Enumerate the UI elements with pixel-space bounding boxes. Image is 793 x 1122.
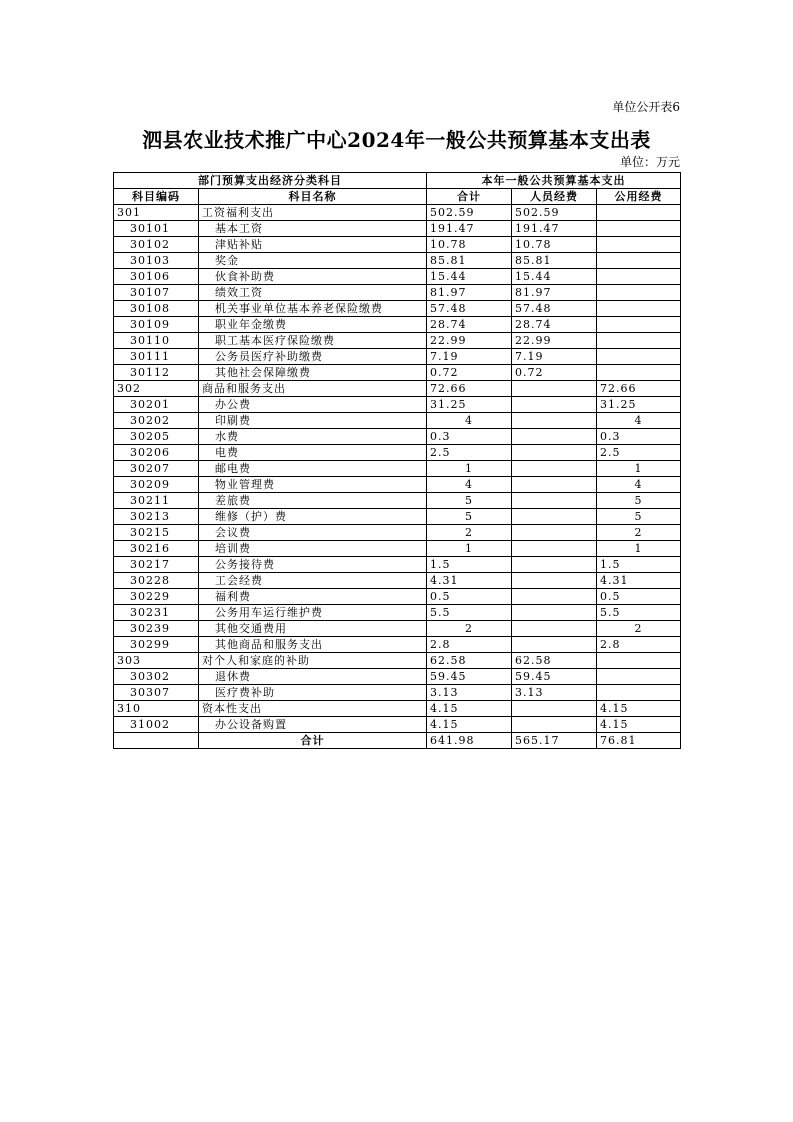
row-code: 30228	[114, 573, 199, 589]
row-code: 30103	[114, 253, 199, 269]
row-total: 1	[427, 461, 512, 477]
row-total: 85.81	[427, 253, 512, 269]
row-code: 30213	[114, 509, 199, 525]
table-row	[114, 509, 681, 525]
row-name: 其他交通费用	[199, 621, 427, 637]
row-personnel	[512, 589, 597, 605]
row-total: 4	[427, 413, 512, 429]
row-name: 机关事业单位基本养老保险缴费	[199, 301, 427, 317]
row-public: 2.8	[597, 637, 681, 653]
row-personnel	[512, 557, 597, 573]
row-code: 30215	[114, 525, 199, 541]
header-personnel: 人员经费	[512, 189, 597, 205]
table-row	[114, 461, 681, 477]
row-code: 30108	[114, 301, 199, 317]
row-code: 30209	[114, 477, 199, 493]
row-code: 30231	[114, 605, 199, 621]
row-code: 30229	[114, 589, 199, 605]
table-row	[114, 477, 681, 493]
row-code: 302	[114, 381, 199, 397]
row-public	[597, 301, 681, 317]
row-total: 1	[427, 541, 512, 557]
row-public: 1	[597, 461, 681, 477]
row-name: 资本性支出	[199, 701, 427, 717]
row-total: 5	[427, 509, 512, 525]
row-public	[597, 333, 681, 349]
row-name: 差旅费	[199, 493, 427, 509]
total-label: 合计	[199, 733, 427, 749]
row-personnel: 3.13	[512, 685, 597, 701]
row-public: 5	[597, 493, 681, 509]
row-total: 2.8	[427, 637, 512, 653]
row-name: 电费	[199, 445, 427, 461]
table-row	[114, 605, 681, 621]
row-public: 0.3	[597, 429, 681, 445]
row-personnel	[512, 445, 597, 461]
table-row	[114, 205, 681, 221]
row-name: 会议费	[199, 525, 427, 541]
row-personnel: 57.48	[512, 301, 597, 317]
row-code: 30111	[114, 349, 199, 365]
row-name: 培训费	[199, 541, 427, 557]
row-name: 商品和服务支出	[199, 381, 427, 397]
row-name: 工资福利支出	[199, 205, 427, 221]
row-public: 1.5	[597, 557, 681, 573]
row-total: 72.66	[427, 381, 512, 397]
unit-label: 单位：万元	[619, 155, 680, 169]
row-name: 奖金	[199, 253, 427, 269]
row-personnel	[512, 605, 597, 621]
table-row	[114, 653, 681, 669]
row-public	[597, 317, 681, 333]
table-row	[114, 621, 681, 637]
row-public	[597, 685, 681, 701]
table-row	[114, 269, 681, 285]
row-personnel	[512, 461, 597, 477]
table-row	[114, 445, 681, 461]
row-personnel: 10.78	[512, 237, 597, 253]
table-row	[114, 413, 681, 429]
row-total: 31.25	[427, 397, 512, 413]
row-public: 4.15	[597, 717, 681, 733]
total-personnel: 565.17	[512, 733, 597, 749]
row-total: 5	[427, 493, 512, 509]
row-name: 公务接待费	[199, 557, 427, 573]
row-total: 4	[427, 477, 512, 493]
row-code: 30110	[114, 333, 199, 349]
row-public	[597, 237, 681, 253]
row-name: 津贴补贴	[199, 237, 427, 253]
table-number-label: 单位公开表6	[612, 100, 680, 114]
header-public: 公用经费	[597, 189, 681, 205]
table-row	[114, 285, 681, 301]
row-code: 30207	[114, 461, 199, 477]
row-public: 4	[597, 477, 681, 493]
table-row	[114, 557, 681, 573]
row-name: 医疗费补助	[199, 685, 427, 701]
table-row	[114, 717, 681, 733]
row-name: 基本工资	[199, 221, 427, 237]
table-row	[114, 525, 681, 541]
header-group-row	[114, 173, 681, 189]
total-sum: 641.98	[427, 733, 512, 749]
row-personnel	[512, 621, 597, 637]
table-row	[114, 589, 681, 605]
row-total: 7.19	[427, 349, 512, 365]
table-row	[114, 237, 681, 253]
table-body	[114, 205, 681, 733]
table-row	[114, 397, 681, 413]
table-row	[114, 541, 681, 557]
row-name: 印刷费	[199, 413, 427, 429]
row-code: 30112	[114, 365, 199, 381]
row-public: 4	[597, 413, 681, 429]
row-name: 邮电费	[199, 461, 427, 477]
row-personnel	[512, 541, 597, 557]
row-personnel	[512, 429, 597, 445]
row-personnel: 15.44	[512, 269, 597, 285]
row-public: 2	[597, 525, 681, 541]
row-total: 81.97	[427, 285, 512, 301]
row-code: 30106	[114, 269, 199, 285]
row-total: 4.15	[427, 701, 512, 717]
row-personnel: 502.59	[512, 205, 597, 221]
table-row	[114, 429, 681, 445]
row-code: 30307	[114, 685, 199, 701]
table-row	[114, 669, 681, 685]
row-personnel	[512, 637, 597, 653]
row-name: 物业管理费	[199, 477, 427, 493]
row-public: 72.66	[597, 381, 681, 397]
row-total: 1.5	[427, 557, 512, 573]
row-personnel: 81.97	[512, 285, 597, 301]
row-total: 0.5	[427, 589, 512, 605]
row-total: 10.78	[427, 237, 512, 253]
row-public: 31.25	[597, 397, 681, 413]
row-name: 退休费	[199, 669, 427, 685]
row-public	[597, 269, 681, 285]
row-code: 30201	[114, 397, 199, 413]
row-code: 30239	[114, 621, 199, 637]
total-code-cell	[114, 733, 199, 749]
row-code: 30101	[114, 221, 199, 237]
row-code: 30211	[114, 493, 199, 509]
table-row	[114, 333, 681, 349]
row-name: 水费	[199, 429, 427, 445]
row-code: 30216	[114, 541, 199, 557]
budget-table	[113, 172, 681, 749]
row-code: 303	[114, 653, 199, 669]
row-name: 职工基本医疗保险缴费	[199, 333, 427, 349]
header-row	[114, 189, 681, 205]
row-public: 5.5	[597, 605, 681, 621]
row-code: 30202	[114, 413, 199, 429]
row-name: 其他商品和服务支出	[199, 637, 427, 653]
row-total: 62.58	[427, 653, 512, 669]
table-row	[114, 685, 681, 701]
row-public: 4.31	[597, 573, 681, 589]
table-row	[114, 253, 681, 269]
row-total: 191.47	[427, 221, 512, 237]
row-public	[597, 221, 681, 237]
table-row	[114, 381, 681, 397]
row-total: 22.99	[427, 333, 512, 349]
table-row	[114, 301, 681, 317]
row-code: 30299	[114, 637, 199, 653]
row-name: 公务员医疗补助缴费	[199, 349, 427, 365]
row-total: 4.15	[427, 717, 512, 733]
row-public: 2	[597, 621, 681, 637]
row-name: 职业年金缴费	[199, 317, 427, 333]
row-personnel: 85.81	[512, 253, 597, 269]
row-code: 30302	[114, 669, 199, 685]
row-public: 1	[597, 541, 681, 557]
header-group-right: 本年一般公共预算基本支出	[427, 173, 681, 189]
row-total: 2	[427, 621, 512, 637]
row-name: 工会经费	[199, 573, 427, 589]
row-personnel	[512, 397, 597, 413]
row-total: 57.48	[427, 301, 512, 317]
row-total: 3.13	[427, 685, 512, 701]
row-public	[597, 253, 681, 269]
row-name: 维修（护）费	[199, 509, 427, 525]
row-total: 2	[427, 525, 512, 541]
row-public: 5	[597, 509, 681, 525]
row-public	[597, 285, 681, 301]
row-public	[597, 205, 681, 221]
total-public: 76.81	[597, 733, 681, 749]
row-code: 31002	[114, 717, 199, 733]
row-name: 伙食补助费	[199, 269, 427, 285]
row-personnel: 22.99	[512, 333, 597, 349]
row-personnel	[512, 717, 597, 733]
row-total: 5.5	[427, 605, 512, 621]
row-total: 0.72	[427, 365, 512, 381]
header-group-left: 部门预算支出经济分类科目	[114, 173, 427, 189]
row-public	[597, 653, 681, 669]
row-code: 30206	[114, 445, 199, 461]
row-personnel	[512, 493, 597, 509]
row-total: 59.45	[427, 669, 512, 685]
row-personnel	[512, 701, 597, 717]
total-row	[114, 733, 681, 749]
header-name: 科目名称	[199, 189, 427, 205]
table-row	[114, 365, 681, 381]
table-row	[114, 349, 681, 365]
table-row	[114, 573, 681, 589]
table-row	[114, 701, 681, 717]
header-code: 科目编码	[114, 189, 199, 205]
row-public	[597, 349, 681, 365]
row-total: 4.31	[427, 573, 512, 589]
row-name: 公务用车运行维护费	[199, 605, 427, 621]
row-code: 30217	[114, 557, 199, 573]
table-row	[114, 221, 681, 237]
table-row	[114, 317, 681, 333]
row-name: 办公费	[199, 397, 427, 413]
row-name: 对个人和家庭的补助	[199, 653, 427, 669]
row-name: 绩效工资	[199, 285, 427, 301]
table-row	[114, 493, 681, 509]
row-personnel	[512, 413, 597, 429]
row-public	[597, 669, 681, 685]
row-total: 502.59	[427, 205, 512, 221]
row-code: 30102	[114, 237, 199, 253]
row-personnel: 62.58	[512, 653, 597, 669]
row-total: 2.5	[427, 445, 512, 461]
row-code: 30107	[114, 285, 199, 301]
row-public: 0.5	[597, 589, 681, 605]
row-public: 4.15	[597, 701, 681, 717]
row-personnel: 59.45	[512, 669, 597, 685]
row-name: 其他社会保障缴费	[199, 365, 427, 381]
row-personnel	[512, 525, 597, 541]
row-code: 301	[114, 205, 199, 221]
row-name: 办公设备购置	[199, 717, 427, 733]
row-code: 30109	[114, 317, 199, 333]
row-personnel	[512, 477, 597, 493]
row-total: 0.3	[427, 429, 512, 445]
row-total: 15.44	[427, 269, 512, 285]
row-personnel: 7.19	[512, 349, 597, 365]
row-name: 福利费	[199, 589, 427, 605]
page-title: 泗县农业技术推广中心2024年一般公共预算基本支出表	[142, 128, 651, 152]
row-personnel: 191.47	[512, 221, 597, 237]
table-row	[114, 637, 681, 653]
row-personnel	[512, 573, 597, 589]
header-total: 合计	[427, 189, 512, 205]
row-code: 310	[114, 701, 199, 717]
row-personnel: 0.72	[512, 365, 597, 381]
row-code: 30205	[114, 429, 199, 445]
row-personnel	[512, 381, 597, 397]
row-total: 28.74	[427, 317, 512, 333]
row-public	[597, 365, 681, 381]
row-public: 2.5	[597, 445, 681, 461]
row-personnel	[512, 509, 597, 525]
row-personnel: 28.74	[512, 317, 597, 333]
